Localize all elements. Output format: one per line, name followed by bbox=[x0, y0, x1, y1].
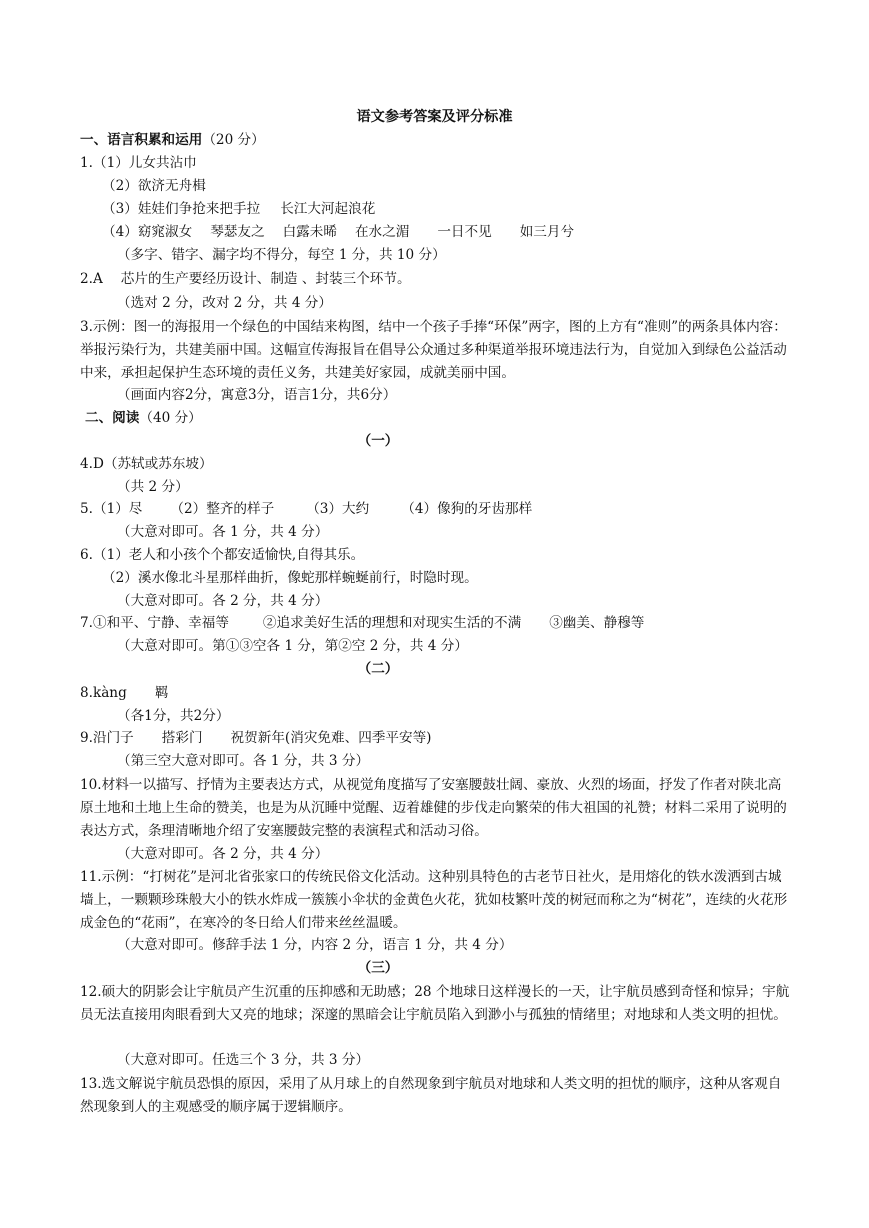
q6-scoring-note: （大意对即可。各 2 分，共 4 分） bbox=[117, 593, 329, 609]
q9-c: 祝贺新年(消灾免难、四季平安等) bbox=[230, 730, 432, 746]
part1-score: （20 分） bbox=[202, 132, 265, 148]
q8-scoring-note: （各1分，共2分） bbox=[117, 708, 230, 724]
q7-c: ③幽美、静穆等 bbox=[549, 615, 645, 631]
q1-l4-d: 在水之湄 bbox=[354, 224, 410, 240]
q11-answer: 11.示例：“打树花”是河北省张家口的传统民俗文化活动。这种别具特色的古老节日社火，是用熔化的铁水泼洒到古城墙上，一颗颗珍珠般大小的铁水炸成一簇簇小伞状的金黄色火花，犹如枝繁叶茂的树冠而称之为“树花”，连续的火花形成金色的“花雨”，在寒冷的冬日给人们带来丝丝温暖。 bbox=[80, 869, 788, 931]
q3-scoring-note: （画面内容2分，寓意3分，语言1分，共6分） bbox=[117, 387, 397, 403]
q6-line1: 6.（1）老人和小孩个个都安适愉快,自得其乐。 bbox=[80, 547, 365, 563]
section-1-label: （一） bbox=[357, 433, 399, 449]
q7-b: ②追求美好生活的理想和对现实生活的不满 bbox=[262, 615, 522, 631]
q5-answer bbox=[80, 500, 792, 520]
q1-l4-f: 如三月兮 bbox=[519, 224, 575, 240]
q1-line4 bbox=[102, 223, 814, 243]
q3-answer: 3.示例：图一的海报用一个绿色的中国结来构图，结中一个孩子手捧“环保”两字，图的上方有“准则”的两条具体内容：举报污染行为，共建美丽中国。这幅宣传海报旨在倡导公众通过多种渠道举报环境违法行为，自觉加入到绿色公益活动中来，承担起保护生态环境的责任义务，共建美好家园，成就美丽中国。 bbox=[80, 319, 787, 381]
page-title: 语文参考答案及评分标准 bbox=[356, 109, 513, 125]
q11-scoring-note: （大意对即可。修辞手法 1 分，内容 2 分，语言 1 分，共 4 分） bbox=[117, 937, 513, 953]
section-3-label: （三） bbox=[357, 960, 399, 976]
q5-c: （3）大约 bbox=[306, 501, 370, 517]
section-2-label: （二） bbox=[357, 661, 399, 677]
q5-b: （2）整齐的样子 bbox=[170, 501, 275, 517]
q5-d: （4）像狗的牙齿那样 bbox=[401, 501, 533, 517]
q1-l4-e: 一日不见 bbox=[437, 224, 492, 240]
q5-a: 5.（1）尽 bbox=[80, 501, 143, 517]
q4-answer: 4.D（苏轼或苏东坡） bbox=[80, 456, 213, 472]
q2-scoring-note: （选对 2 分，改对 2 分，共 4 分） bbox=[117, 295, 332, 311]
q13-answer: 13.选文解说宇航员恐惧的原因，采用了从月球上的自然现象到宇航员对地球和人类文明的担忧的顺序，这种从客观自然现象到人的主观感受的顺序属于逻辑顺序。 bbox=[80, 1076, 782, 1115]
q1-l4-b: 琴瑟友之 bbox=[210, 224, 265, 240]
q9-scoring-note: （第三空大意对即可。各 1 分，共 3 分） bbox=[117, 753, 370, 769]
q1-line1: 1.（1）儿女共沾巾 bbox=[80, 155, 197, 171]
q4-scoring-note: （共 2 分） bbox=[117, 479, 189, 495]
q1-l3-part-b: 长江大河起浪花 bbox=[280, 201, 376, 217]
q8-b: 羁 bbox=[154, 685, 169, 701]
q1-l4-c: 白露未晞 bbox=[282, 224, 337, 240]
part1-heading-text: 一、语言积累和运用 bbox=[80, 132, 203, 148]
q2-correction: 芯片的生产要经历设计、制造 、封装三个环节。 bbox=[120, 271, 411, 287]
q1-line3 bbox=[102, 200, 814, 220]
q12-scoring-note: （大意对即可。任选三个 3 分，共 3 分） bbox=[117, 1052, 370, 1068]
q7-answer bbox=[80, 614, 792, 634]
q9-answer bbox=[80, 729, 792, 749]
q9-b: 搭彩门 bbox=[161, 730, 203, 746]
q5-scoring-note: （大意对即可。各 1 分，共 4 分） bbox=[117, 524, 329, 540]
part1-heading bbox=[80, 131, 792, 151]
q2-answer bbox=[80, 270, 792, 290]
part2-heading bbox=[85, 409, 797, 429]
q7-a: 7.①和平、宁静、幸福等 bbox=[80, 615, 229, 631]
q2-choice: 2.A bbox=[80, 271, 103, 287]
q1-l4-a: （4）窈窕淑女 bbox=[102, 224, 193, 240]
q1-l3-part-a: （3）娃娃们争抢来把手拉 bbox=[102, 201, 261, 217]
part2-score: （40 分） bbox=[139, 410, 202, 426]
q8-answer bbox=[80, 684, 792, 704]
q1-scoring-note: （多字、错字、漏字均不得分，每空 1 分，共 10 分） bbox=[117, 247, 446, 263]
q8-a: 8.kàng bbox=[80, 685, 127, 701]
q6-line2: （2）溪水像北斗星那样曲折，像蛇那样蜿蜒前行，时隐时现。 bbox=[102, 570, 478, 586]
part2-heading-text: 二、阅读 bbox=[85, 410, 140, 426]
q9-a: 9.沿门子 bbox=[80, 730, 134, 746]
q10-scoring-note: （大意对即可。各 2 分，共 4 分） bbox=[117, 846, 329, 862]
q1-line2: （2）欲济无舟楫 bbox=[102, 178, 206, 194]
q12-answer: 12.硕大的阴影会让宇航员产生沉重的压抑感和无助感；28 个地球日这样漫长的一天，让宇航员感到奇怪和惊异；宇航员无法直接用肉眼看到大又亮的地球；深邃的黑暗会让宇航员陷入到渺小与孤独的情绪里；对地球和人类文明的担忧。 bbox=[80, 984, 790, 1023]
q10-answer: 10.材料一以描写、抒情为主要表达方式，从视觉角度描写了安塞腰鼓壮阔、豪放、火烈的场面，抒发了作者对陕北高原土地和土地上生命的赞美，也是为从沉睡中觉醒、迈着雄健的步伐走向繁荣的伟大祖国的礼赞；材料二采用了说明的表达方式，条理清晰地介绍了安塞腰鼓完整的表演程式和活动习俗。 bbox=[80, 777, 787, 839]
q7-scoring-note: （大意对即可。第①③空各 1 分，第②空 2 分，共 4 分） bbox=[117, 638, 468, 654]
